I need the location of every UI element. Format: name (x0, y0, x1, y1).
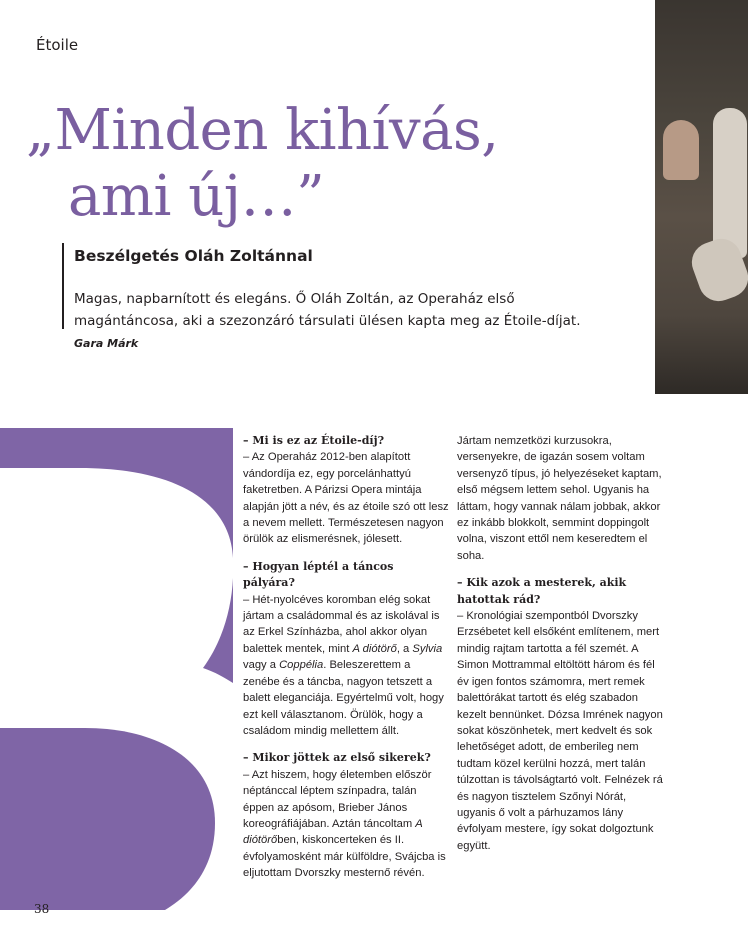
answer-continued: Jártam nemzetközi kurzusokra, versenyekre, de igazán sosem voltam versenyző típus, jó helyezéseket kaptam, első mégsem lettem sehol. Ugyanis ha láttam, hogy vannak nálam jobbak, akkor ez inkább blokkolt, semmint doppingolt volna, viszont ettől nem keseredtem el soha. (457, 435, 662, 562)
page-number: 38 (34, 902, 50, 916)
title-line-1: „Minden kihívás, (26, 98, 499, 163)
text-column-1 (243, 433, 449, 882)
question: – Mi is ez az Étoile-díj? (243, 434, 385, 447)
article-title (26, 98, 499, 230)
answer: – Kronológiai szempontból Dvorszky Erzsébetet kell elsőként említenem, mert mindig rajtam tartotta a fél szemét. A Simon Mottrammal eltöltött három és fél év igen fontos számomra, mert remek balettórákat tartott és elég szabadon kezelt bennünket. Dózsa Imrének nagyon sokat köszönhetek, mert kedvelt és sok lehetőséget adott, de emberileg nem tudtam közel kerülni hozzá, mert talán túlzottan is távolságtartó volt. Felnézek rá és nagyon tisztelem Szőnyi Nórát, ugyanis ő volt a párhuzamos lány évfolyam mestere, így sokat dolgoztunk együtt. (457, 610, 663, 852)
author-credit: Gara Márk (74, 337, 139, 350)
drop-letter-b-bottom (0, 728, 215, 910)
drop-letter-b-top (0, 428, 233, 683)
cover-photo (655, 0, 748, 394)
lead-paragraph (74, 288, 614, 355)
question: – Kik azok a mesterek, akik hatottak rád? (457, 576, 627, 606)
answer: – Azt hiszem, hogy életemben először néptánccal léptem színpadra, talán éppen az apósom, Brieber János koreográfiájában. Aztán táncoltam A diótörőben, kiskoncerteken és II. évfolyamosként már külföldre, Svájcba is eljutottam Dvorszky mesternő révén. (243, 768, 446, 880)
text-column-2 (457, 433, 663, 854)
answer: – Hét-nyolcéves koromban elég sokat jártam a családommal és az iskolával is az Erkel Színházba, ahol akkor olyan balettek mentek, mint A diótörő, a Sylvia vagy a Coppélia. Beleszerettem a zenébe és a táncba, nagyon tetszett a balett eleganciája. Egyértelmű volt, hogy ezt kell választanom. Örülök, hogy a családom mindig mellettem állt. (243, 593, 444, 737)
title-line-2: ami új…” (68, 164, 325, 229)
section-label: Étoile (36, 36, 79, 54)
photo-figure (663, 120, 699, 180)
question: – Hogyan léptél a táncos pályára? (243, 559, 394, 590)
article-subtitle: Beszélgetés Oláh Zoltánnal (74, 247, 313, 265)
answer: – Az Operaház 2012-ben alapított vándordíja ez, egy porcelánhattyú faketretben. A Párizsi Opera mintája alapján jött a név, és az étoile szó ott lesz a nevem mellett. Természetesen nagyon örülök az elismerésnek, jólesett. (243, 451, 449, 546)
photo-figure (713, 108, 747, 258)
drop-letter-graphic (0, 428, 233, 910)
lead-text: Magas, napbarnított és elegáns. Ő Oláh Zoltán, az Operaház első magántáncosa, aki a szezonzáró társulati ülésen kapta meg az Étoile-díjat. (74, 291, 581, 329)
question: – Mikor jöttek az első sikerek? (243, 751, 431, 765)
lead-rule (62, 243, 64, 329)
